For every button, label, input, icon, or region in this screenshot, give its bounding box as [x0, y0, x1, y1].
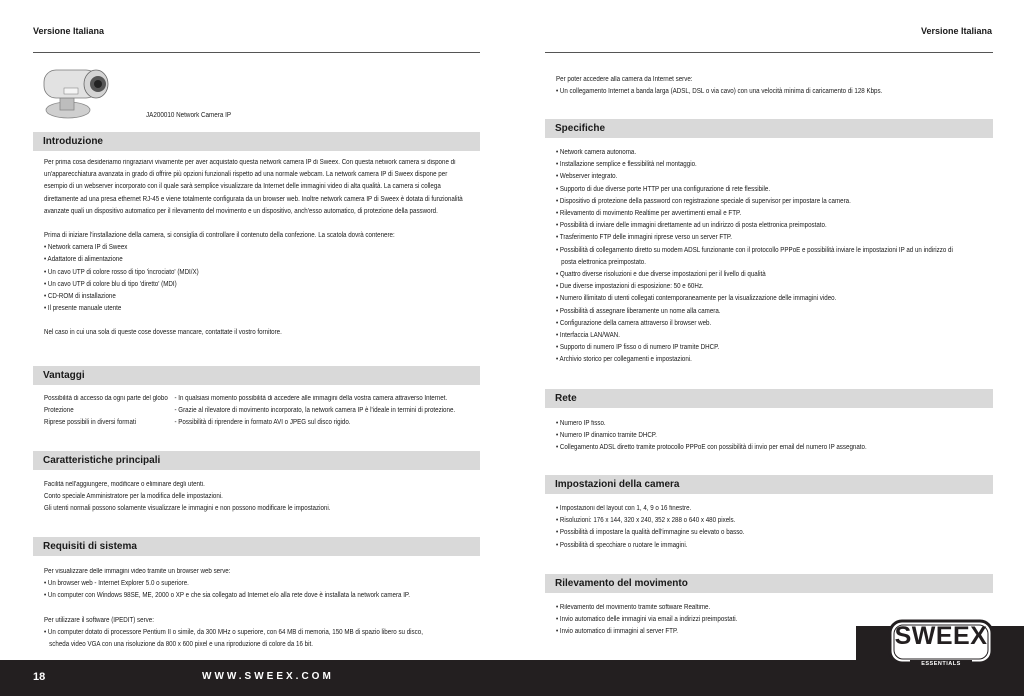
- sweex-logo-tagline: ESSENTIALS: [910, 660, 972, 668]
- contents-item: • CD-ROM di installazione: [44, 293, 116, 301]
- intro-line: direttamente ad una presa ethernet RJ-45 e viene totalmente configurata da un browser web. Inoltre network camera IP di Sweex è dotata di funzionalità: [44, 195, 463, 203]
- spec-item: • Dispositivo di protezione della password con registrazione speciale di supervisor per impostare la camera.: [556, 197, 851, 205]
- access-line: Per poter accedere alla camera da Internet serve:: [556, 76, 693, 83]
- advantage-key: Riprese possibili in diversi formati: [44, 419, 137, 427]
- advantage-key: Possibilità di accesso da ogni parte del globo: [44, 395, 168, 402]
- advantage-value: - Possibilità di riprendere in formato AVI o JPEG sul disco rigido.: [174, 419, 351, 427]
- camera-settings-list: [556, 503, 988, 552]
- section-network: Rete: [545, 389, 993, 408]
- camera-setting-item: • Possibilità di specchiare o ruotare le immagini.: [556, 541, 688, 549]
- camera-setting-item: • Risoluzioni: 176 x 144, 320 x 240, 352 x 288 o 640 x 480 pixels.: [556, 517, 736, 525]
- contents-item: • Il presente manuale utente: [44, 305, 122, 313]
- spec-item: • Webserver integrato.: [556, 173, 618, 181]
- requirements-text: [44, 566, 476, 651]
- spec-item: • Configurazione della camera attraverso il browser web.: [556, 319, 712, 327]
- advantage-row: [44, 405, 481, 417]
- spec-item: • Due diverse impostazioni di esposizione: 50 e 60Hz.: [556, 283, 704, 291]
- header-rule-right: [545, 52, 993, 53]
- spec-item: • Network camera autonoma.: [556, 149, 637, 156]
- spec-item: • Possibilità di collegamento diretto su modem ADSL funzionante con il protocollo PPPoE e possibilità inviare le impostazioni IP ad un indirizzo di: [556, 246, 953, 254]
- spec-item: • Numero illimitato di utenti collegati contemporaneamente per la visualizzazione delle immagini video.: [556, 295, 837, 303]
- spec-item: • Supporto di due diverse porte HTTP per una configurazione di rete flessibile.: [556, 185, 771, 193]
- main-feature-line: Conto speciale Amministratore per la modifica delle impostazioni.: [44, 493, 223, 501]
- requirement-line: • Un computer con Windows 98SE, ME, 2000 o XP e che sia collegato ad Internet e/o alla rete dove è installata la network camera IP.: [44, 592, 410, 600]
- intro-line: esempio di un webserver incorporato con il quale sarà semplice visualizzare da Internet delle immagini video di alta qualità. La camera si collega: [44, 183, 441, 191]
- requirement-line: • Un browser web - Internet Explorer 5.0 o superiore.: [44, 580, 189, 588]
- advantages-table: [44, 393, 481, 430]
- advantage-row: [44, 417, 481, 429]
- spec-item: • Interfaccia LAN/WAN.: [556, 332, 620, 340]
- footer-url: WWW.SWEEX.COM: [202, 671, 334, 682]
- intro-text: [44, 157, 476, 340]
- main-feature-line: Gli utenti normali possono solamente visualizzare le immagini e non possono modificare le impostazioni.: [44, 505, 331, 513]
- spec-item: • Installazione semplice e flessibilità nel montaggio.: [556, 161, 697, 169]
- network-item: • Numero IP dinamico tramite DHCP.: [556, 432, 657, 440]
- section-advantages: Vantaggi: [33, 366, 480, 385]
- motion-item: • Invio automatico di immagini al server FTP.: [556, 628, 679, 636]
- access-text: [556, 74, 988, 98]
- section-introduction: Introduzione: [33, 132, 480, 151]
- access-line: • Un collegamento Internet a banda larga (ADSL, DSL o via cavo) con una velocità minima di caricamento di 128 Kbps.: [556, 88, 883, 96]
- spec-item: posta elettronica preimpostato.: [556, 258, 646, 266]
- intro-line: Per prima cosa desideriamo ringraziarvi vivamente per aver acquistato questa network camera IP di Sweex. Con questa network camera si dispone di: [44, 159, 456, 166]
- product-caption: JA200010 Network Camera IP: [146, 112, 232, 119]
- requirement-line: Per utilizzare il software (IPEDIT) serve:: [44, 616, 154, 624]
- advantage-value: - Grazie al rilevatore di movimento incorporato, la network camera IP è l'ideale in termini di protezione.: [174, 407, 456, 415]
- spec-item: • Rilevamento di movimento Realtime per avvertimenti email e FTP.: [556, 210, 742, 218]
- network-list: [556, 418, 988, 455]
- section-camera-settings: Impostazioni della camera: [545, 475, 993, 494]
- contents-item: • Adattatore di alimentazione: [44, 256, 123, 264]
- motion-item: • Rilevamento del movimento tramite software Realtime.: [556, 604, 711, 611]
- section-main-features: Caratteristiche principali: [33, 451, 480, 470]
- page-header-right: Versione Italiana: [920, 26, 992, 36]
- specifications-list: [556, 147, 988, 367]
- requirement-line: scheda video VGA con una risoluzione da 800 x 600 pixel e una riproduzione di colore da 16 bit.: [44, 641, 313, 649]
- motion-item: • Invio automatico delle immagini via email a indirizzi preimpostati.: [556, 616, 738, 624]
- spec-item: • Possibilità di inviare delle immagini direttamente ad un indirizzo di posta elettronica preimpostato.: [556, 222, 827, 230]
- page-number: 18: [33, 671, 46, 683]
- missing-note: Nel caso in cui una sola di queste cose dovesse mancare, contattate il vostro fornitore.: [44, 329, 282, 337]
- sweex-logo-text: SWEEX: [894, 622, 988, 650]
- header-rule-left: [33, 52, 480, 53]
- contents-item: • Network camera IP di Sweex: [44, 244, 128, 252]
- advantage-value: - In qualsiasi momento possibilità di accedere alle immagini della vostra camera attraverso Internet.: [174, 395, 448, 402]
- main-features-text: [44, 479, 476, 516]
- intro-line: avanzate quali un dispositivo automatico per il rilevamento del movimento e un dispositivo, anch'esso automatico, di protezione della password.: [44, 207, 438, 215]
- requirement-line: • Un computer dotato di processore Pentium II o simile, da 300 MHz o superiore, con 64 MB di memoria, 150 MB di spazio libero su disco,: [44, 628, 423, 636]
- network-item: • Collegamento ADSL diretto tramite protocollo PPPoE con possibilità di invio per email del numero IP assegnato.: [556, 444, 867, 452]
- section-specifications: Specifiche: [545, 119, 993, 138]
- section-motion-detection: Rilevamento del movimento: [545, 574, 993, 593]
- page-footer: [0, 660, 1024, 696]
- advantage-row: [44, 393, 481, 405]
- page-header-left: Versione Italiana: [33, 26, 105, 36]
- network-camera-image: [38, 64, 110, 120]
- requirement-line: Per visualizzare delle immagini video tramite un browser web serve:: [44, 568, 231, 575]
- section-system-requirements: Requisiti di sistema: [33, 537, 480, 556]
- spec-item: • Supporto di numero IP fisso o di numero IP tramite DHCP.: [556, 344, 720, 352]
- spec-item: • Archivio storico per collegamenti e impostazioni.: [556, 356, 692, 364]
- contents-item: • Un cavo UTP di colore rosso di tipo 'incrociato' (MDI/X): [44, 268, 199, 276]
- advantage-key: Protezione: [44, 407, 74, 415]
- main-feature-line: Facilità nell'aggiungere, modificare o eliminare degli utenti.: [44, 481, 205, 488]
- network-item: • Numero IP fisso.: [556, 420, 606, 427]
- spec-item: • Trasferimento FTP delle immagini riprese verso un server FTP.: [556, 234, 732, 242]
- intro-line: un'apparecchiatura avanzata in grado di offrire più opzioni funzionali rispetto ad una normale webcam. La network camera IP di Sweex dispone per: [44, 171, 448, 179]
- camera-setting-item: • Impostazioni del layout con 1, 4, 9 o 16 finestre.: [556, 505, 692, 512]
- contents-intro: Prima di iniziare l'installazione della camera, si consiglia di controllare il contenuto della confezione. La scatola dovrà contenere:: [44, 232, 395, 240]
- spec-item: • Quattro diverse risoluzioni e due diverse impostazioni per il livello di qualità: [556, 271, 766, 279]
- contents-item: • Un cavo UTP di colore blu di tipo 'diretto' (MDI): [44, 280, 177, 288]
- camera-setting-item: • Possibilità di impostare la qualità dell'immagine su elevato o basso.: [556, 529, 745, 537]
- spec-item: • Possibilità di assegnare liberamente un nome alla camera.: [556, 307, 721, 315]
